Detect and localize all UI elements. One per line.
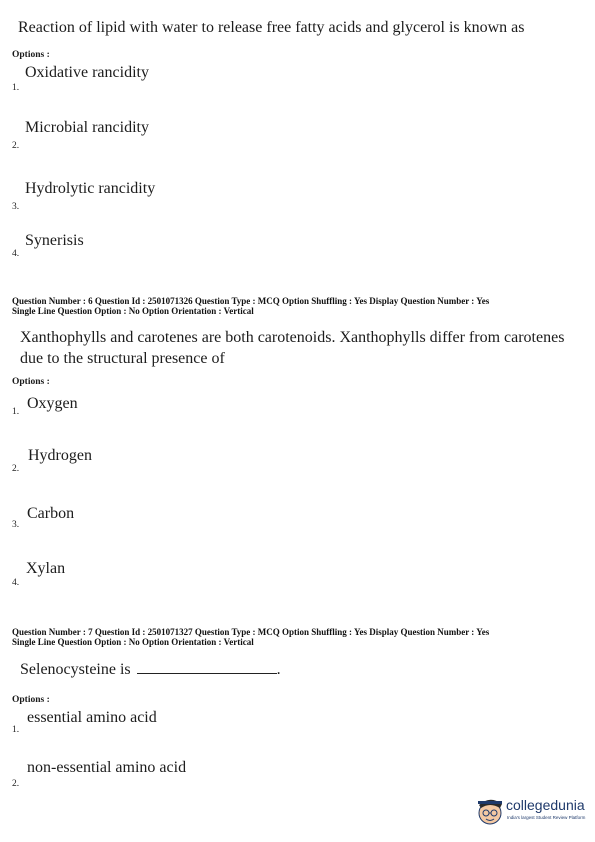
q6-option-1-number: 1. bbox=[12, 407, 20, 417]
q6-option-2-number: 2. bbox=[12, 464, 20, 474]
q5-option-4-number: 4. bbox=[12, 249, 20, 259]
q5-option-1-text: Oxidative rancidity bbox=[25, 64, 149, 81]
q5-option-3-text: Hydrolytic rancidity bbox=[25, 180, 156, 197]
q5-option-2-text: Microbial rancidity bbox=[25, 119, 149, 136]
q6-option-1-text: Oxygen bbox=[27, 395, 78, 412]
q7-option-2-text: non-essential amino acid bbox=[27, 759, 187, 776]
q5-option-4-text: Synerisis bbox=[25, 232, 84, 249]
question-6-text: Xanthophylls and carotenes are both carotenoids. Xanthophylls differ from carotenes due to the structural presence of bbox=[20, 329, 565, 367]
q6-meta-line-1: Question Number : 6 Question Id : 2501071326 Question Type : MCQ Option Shuffling : Yes Display Question Number : Yes bbox=[12, 296, 490, 306]
q6-option-3-number: 3. bbox=[12, 520, 20, 530]
options-label: Options : bbox=[12, 695, 50, 705]
question-7-text bbox=[20, 659, 281, 680]
options-label: Options : bbox=[12, 50, 50, 60]
collegedunia-logo bbox=[476, 793, 588, 829]
q6-option-4-number: 4. bbox=[12, 578, 20, 588]
options-label: Options : bbox=[12, 377, 50, 387]
question-5-text: Reaction of lipid with water to release free fatty acids and glycerol is known as bbox=[18, 19, 525, 36]
answer-blank bbox=[137, 661, 277, 674]
q7-option-2-number: 2. bbox=[12, 779, 20, 789]
q7-option-1-number: 1. bbox=[12, 725, 20, 735]
q6-meta-line-2: Single Line Question Option : No Option Orientation : Vertical bbox=[12, 306, 254, 316]
q7-meta-line-1: Question Number : 7 Question Id : 2501071327 Question Type : MCQ Option Shuffling : Yes Display Question Number : Yes bbox=[12, 627, 490, 637]
q5-option-2-number: 2. bbox=[12, 141, 20, 151]
q6-option-3-text: Carbon bbox=[27, 505, 75, 522]
q5-option-3-number: 3. bbox=[12, 202, 20, 212]
q7-meta-line-2: Single Line Question Option : No Option Orientation : Vertical bbox=[12, 637, 254, 647]
q6-option-2-text: Hydrogen bbox=[28, 447, 92, 464]
question-7-end: . bbox=[276, 661, 281, 678]
q5-option-1-number: 1. bbox=[12, 83, 20, 93]
student-mascot-icon bbox=[476, 793, 506, 829]
logo-name: collegedunia bbox=[506, 797, 585, 813]
logo-tagline: India's largest Student Review Platform bbox=[507, 815, 586, 820]
q6-option-4-text: Xylan bbox=[26, 560, 66, 577]
question-7-stem: Selenocysteine is bbox=[20, 661, 131, 678]
q7-option-1-text: essential amino acid bbox=[27, 709, 157, 726]
